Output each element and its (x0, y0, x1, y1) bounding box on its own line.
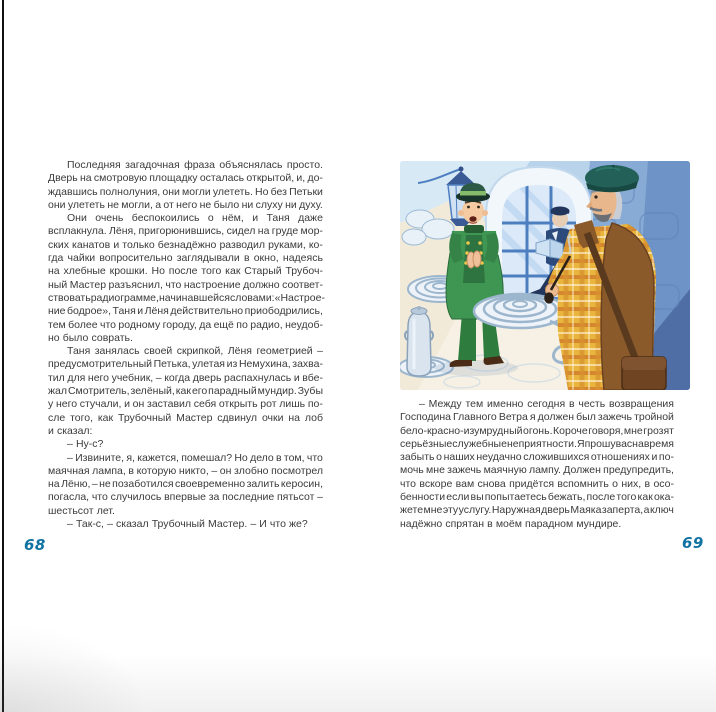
text-line: Последняя загадочная фраза объяснялась просто. (67, 159, 323, 171)
text-line: ный Мастер разъяснил, что настроение должно соответ- (48, 278, 323, 291)
text-line: но было соврать. (48, 331, 133, 344)
text-line: они улететь не могли, а от него не было ни слуху ни духу. (48, 198, 323, 211)
text-line: Господина Главного Ветра я должен был зажечь тройной (400, 411, 674, 424)
text-line: шестьсот лет. (48, 504, 115, 517)
text-line: ствовать радиограмме, начинавшейся словами: «Настрое- (48, 291, 325, 304)
text-line: Дверь на смотровую площадку осталась открытой, и, до- (48, 172, 323, 185)
text-line: на Лёню, – не позаботился своевременно залить керосин, (48, 478, 323, 491)
text-line: погасла, что случилось впервые за последние пятьсот – (48, 491, 323, 504)
page-number-right: 69 (682, 534, 704, 552)
lighthouse-room-illustration (400, 161, 690, 390)
text-line: жете мне эту услугу. Наружная дверь Маяка заперта, а ключ (400, 504, 674, 517)
text-line: маячная лампа, в которую никто, – он злобно посмотрел (48, 464, 323, 477)
page-corner-shadow (0, 622, 150, 712)
text-line: Таня занялась своей скрипкой, Лёня геометрией – (67, 345, 323, 358)
text-line: Они очень беспокоились о нём, и Таня даже (67, 212, 323, 225)
text-line: мочь мне зажечь маячную лампу. Должен предупредить, (400, 464, 674, 477)
text-line: гда чайки вопросительно заглядывали в окно, надеясь (48, 252, 323, 265)
text-line: – Ну-с? (67, 438, 104, 451)
text-line: и сказал: (48, 424, 93, 437)
text-line: на хлебные крошки. Но после того как Старый Трубоч- (48, 265, 323, 278)
text-line: – Между тем именно сегодня в честь возвращения (419, 398, 674, 410)
screen-edge-line (2, 0, 4, 712)
text-line: жал Смотритель, зелёный, как его парадный мундир. Зубы (48, 385, 323, 398)
text-line: ских канатов и только безнадёжно разводил руками, ко- (48, 238, 323, 251)
left-page-text (48, 159, 323, 531)
text-line: всплакнула. Лёня, пригорюнившись, сидел на груде мор- (48, 225, 323, 238)
text-line: бело-красно-изумрудный огонь. Короче говоря, мне грозят (400, 424, 674, 437)
right-page-text (400, 398, 674, 531)
text-line: – Так-с, – сказал Трубочный Мастер. – И что же? (67, 518, 308, 531)
text-line: ние бодрое», Таня и Лёня действительно приободрились, (48, 305, 323, 318)
text-line: забыть о наших неудачно сложившихся отношениях и по- (400, 451, 674, 464)
text-line: предусмотрительный Петька, улетая из Немухина, захва- (48, 358, 323, 371)
text-line: тем более что родному городу, да ещё по радио, неудоб- (48, 318, 323, 331)
beret (585, 165, 639, 192)
satchel-bag (622, 357, 666, 390)
text-line: сле того, как Трубочный Мастер сдвинул очки на лоб (48, 411, 323, 424)
text-line: серьёзные служебные неприятности. Я прошу вас на время (400, 437, 674, 450)
text-line: бенности если вы попытаетесь бежать, после того как ока- (400, 491, 674, 504)
text-line: ждавшись полнолуния, они могли улететь. Но без Петьки (48, 185, 323, 198)
page-bottom-shadow (0, 654, 716, 712)
text-line: у него стучали, и он заставил себя открыть рот лишь по- (48, 398, 323, 411)
text-line: что вскоре вам снова придётся вспомнить о них, в осо- (400, 477, 674, 490)
page-number-left: 68 (24, 536, 46, 554)
text-line: – Извините, я, кажется, помешал? Но дело в том, что (67, 451, 323, 464)
text-line: надёжно спрятан в моём парадном мундире. (400, 517, 622, 530)
text-line: тил для него учебник, – когда дверь распахнулась и вбе- (48, 371, 323, 384)
